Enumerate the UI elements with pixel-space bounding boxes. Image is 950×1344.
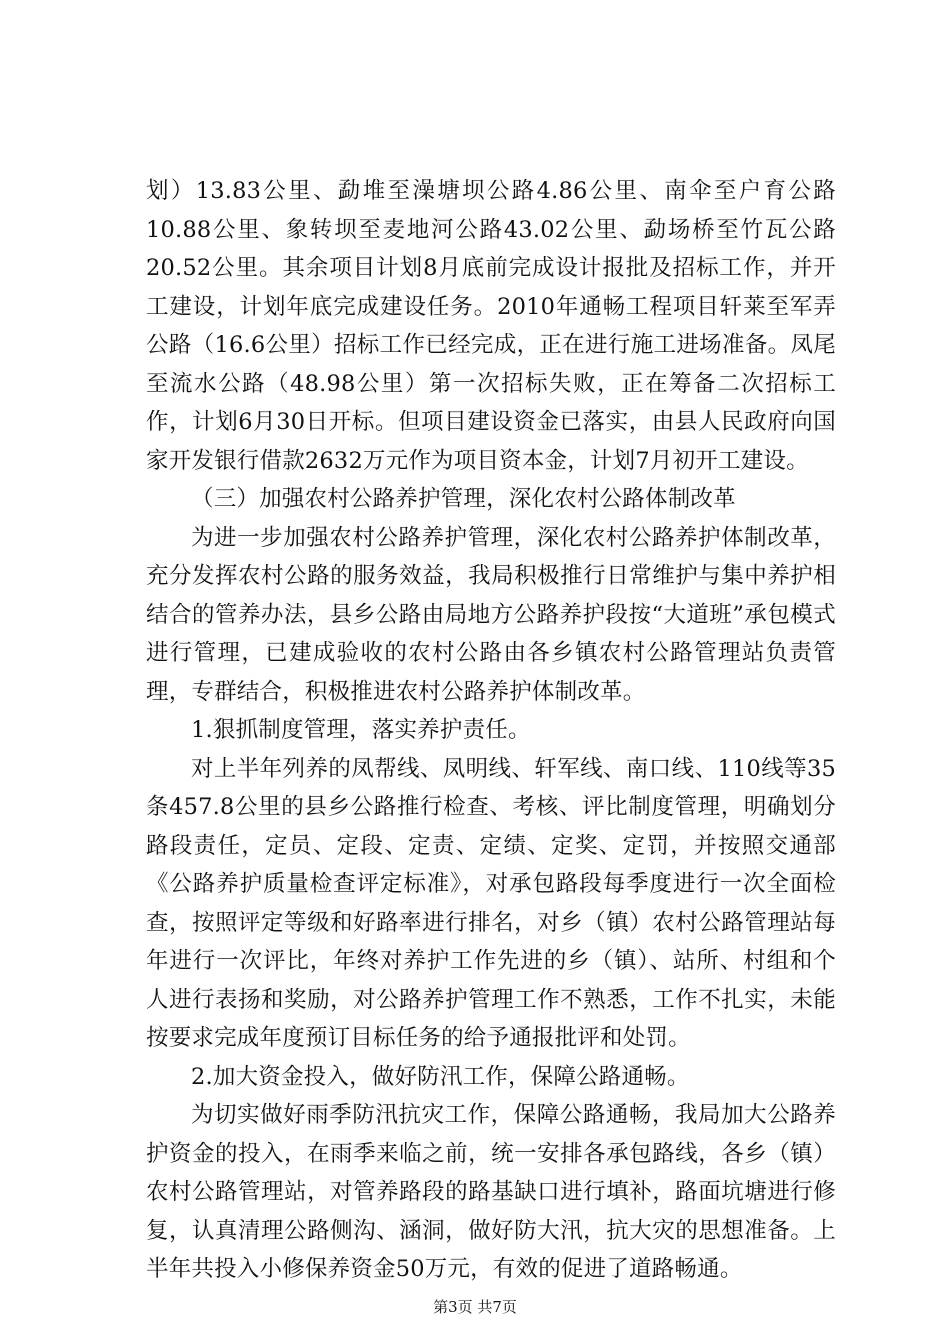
paragraph-5: 对上半年列养的凤帮线、凤明线、轩军线、南口线、110线等35条457.8公里的县乡公路推行检查、考核、评比制度管理，明确划分路段责任，定员、定段、定责、定绩、定奖、定罚，并按照交通部《公路养护质量检查评定标准》，对承包路段每季度进行一次全面检查，按照评定等级和好路率进行排名，对乡（镇）农村公路管理站每年进行一次评比，年终对养护工作先进的乡（镇）、站所、村组和个人进行表扬和奖励，对公路养护管理工作不熟悉，工作不扎实，未能按要求完成年度预订目标任务的给予通报批评和处罚。 — [146, 755, 836, 1051]
subheading-1: 1.狠抓制度管理，落实养护责任。 — [191, 717, 531, 743]
page-number-footer: 第3页 共7页 — [433, 1298, 517, 1316]
paragraph-3: 为进一步加强农村公路养护管理，深化农村公路养护体制改革，充分发挥农村公路的服务效益，我局积极推行日常维护与集中养护相结合的管养办法，县乡公路由局地方公路养护段按“大道班”承包模式进行管理，已建成验收的农村公路由各乡镇农村公路管理站负责管理，专群结合，积极推进农村公路养护体制改革。 — [146, 524, 836, 705]
paragraph-1: 划）13.83公里、勐堆至澡塘坝公路4.86公里、南伞至户育公路10.88公里、象转坝至麦地河公路43.02公里、勐场桥至竹瓦公路20.52公里。其余项目计划8月底前完成设计报批及招标工作，并开工建设，计划年底完成建设任务。2010年通畅工程项目轩莱至军弄公路（16.6公里）招标工作已经完成，正在进行施工进场准备。凤尾至流水公路（48.98公里）第一次招标失败，正在筹备二次招标工作，计划6月30日开标。但项目建设资金已落实，由县人民政府向国家开发银行借款2632万元作为项目资本金，计划7月初开工建设。 — [146, 178, 836, 474]
section-heading-3: （三）加强农村公路养护管理，深化农村公路体制改革 — [191, 486, 736, 512]
subheading-2: 2.加大资金投入，做好防汛工作，保障公路通畅。 — [191, 1063, 690, 1090]
paragraph-7: 为切实做好雨季防汛抗灾工作，保障公路通畅，我局加大公路养护资金的投入，在雨季来临之前，统一安排各承包路线，各乡（镇）农村公路管理站，对管养路段的路基缺口进行填补，路面坑塘进行修复，认真清理公路侧沟、涵洞，做好防大汛，抗大灾的思想准备。上半年共投入小修保养资金50万元，有效的促进了道路畅通。 — [146, 1102, 836, 1282]
document-body — [146, 172, 836, 1289]
